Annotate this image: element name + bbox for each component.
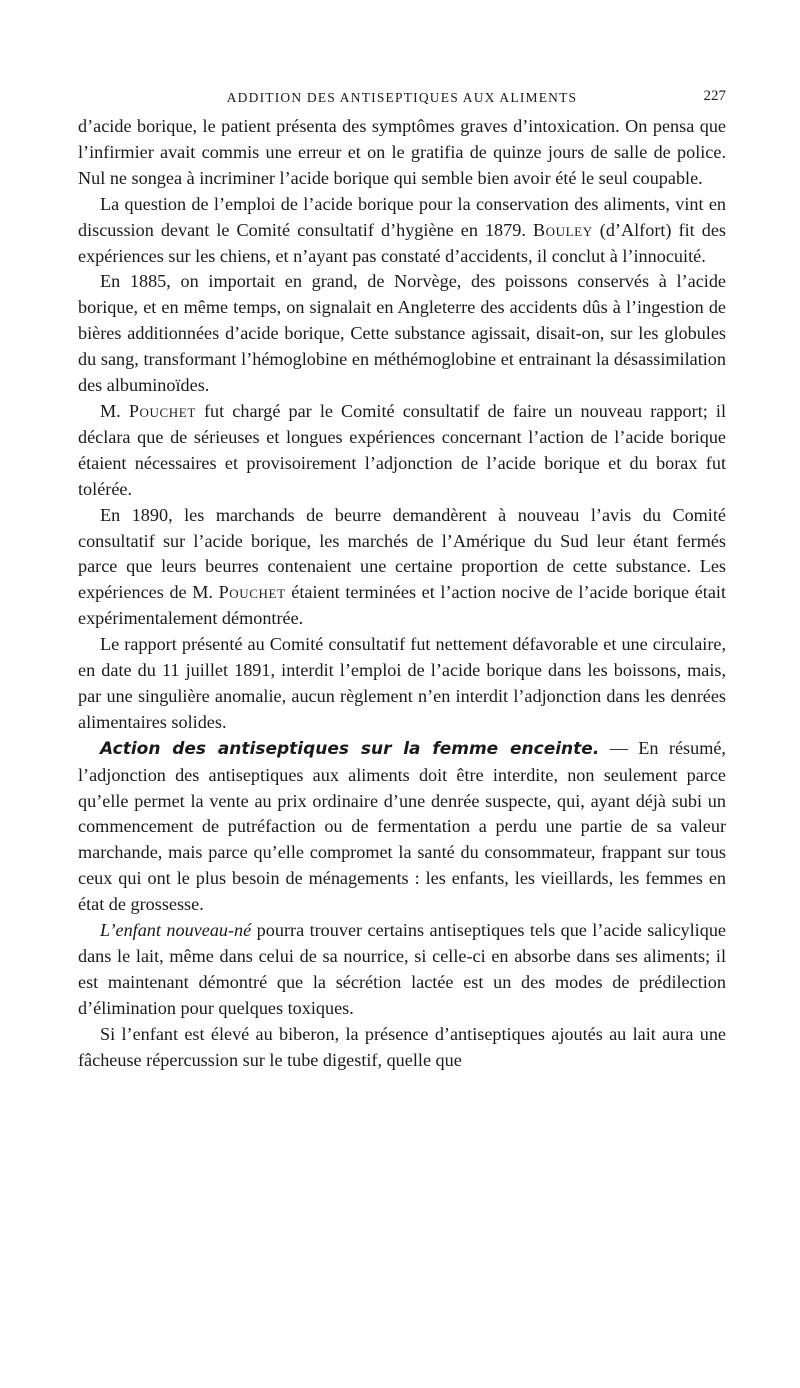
paragraph-text: fut chargé par le Comité consultatif de faire un nouveau rapport; il déclara que de sérieuses et longues expériences concernant l’action de l’acide borique étaient nécessaires et provisoirement l’adjonction de l’acide borique et du borax fut tolérée. bbox=[78, 400, 727, 499]
running-header bbox=[78, 86, 726, 112]
paragraph-text: (d’Alfort) fit des expériences sur les chiens, et n’ayant pas constaté d’accidents, il conclut à l’innocuité. bbox=[78, 219, 726, 266]
paragraph-continuation bbox=[78, 114, 726, 192]
author-name: Pouchet bbox=[218, 582, 286, 603]
paragraph-text: — En résumé, l’adjonction des antiseptiques aux aliments doit être interdite, non seulement parce qu’elle permet la vente au prix ordinaire d’une denrée suspecte, qui, ayant déjà subi un commencement de putréfaction ou de fermentation a perdu une partie de sa valeur marchande, mais parce qu’elle compromet la santé du consommateur, frappant sur tous ceux qui ont le plus besoin de ménagements : les enfants, les vieillards, les femmes en état de grossesse. bbox=[78, 737, 726, 915]
section-heading: Action des antiseptiques sur la femme enceinte. bbox=[100, 738, 600, 759]
book-page bbox=[78, 86, 726, 1074]
paragraph-text: d’acide borique, le patient présenta des symptômes graves d’intoxication. On pensa que l’infirmier avait commis une erreur et on le gratifia de quinze jours de salle de police. Nul ne songea à incriminer l’acide borique qui semble bien avoir été le seul coupable. bbox=[78, 116, 726, 188]
paragraph bbox=[78, 399, 726, 503]
paragraph-text: étaient terminées et l’action nocive de l’acide borique était expérimentalement démontrée. bbox=[78, 582, 727, 629]
paragraph bbox=[78, 1022, 726, 1074]
paragraph bbox=[78, 503, 726, 633]
paragraph-text: En 1885, on importait en grand, de Norvège, des poissons conservés à l’acide borique, et en même temps, on signalait en Angleterre des accidents dûs à l’ingestion de bières additionnées d’acide borique, Cette substance agissait, disait-on, sur les globules du sang, transformant l’hémoglobine en méthémoglobine et entrainant la désassimilation des albuminoïdes. bbox=[78, 271, 726, 396]
paragraph bbox=[78, 632, 726, 736]
running-title: ADDITION DES ANTISEPTIQUES AUX ALIMENTS bbox=[226, 90, 578, 105]
paragraph-text: La question de l’emploi de l’acide borique pour la conservation des aliments, vint en discussion devant le Comité consultatif d’hygiène en 1879. bbox=[78, 193, 726, 240]
paragraph-text: M. bbox=[100, 400, 129, 421]
author-name: Bouley bbox=[532, 219, 593, 240]
author-name: Pouchet bbox=[128, 400, 196, 421]
body-text bbox=[78, 114, 726, 1074]
paragraph bbox=[78, 918, 726, 1022]
paragraph-text: En 1890, les marchands de beurre demandèrent à nouveau l’avis du Comité consultatif sur l’acide borique, les marchés de l’Amérique du Sud leur étant fermés parce que leurs beurres contenaient une certaine proportion de cette substance. Les expériences de M. bbox=[78, 504, 726, 603]
paragraph bbox=[78, 269, 726, 399]
page-number: 227 bbox=[703, 88, 726, 104]
paragraph-text: Le rapport présenté au Comité consultatif fut nettement défavorable et une circulaire, en date du 11 juillet 1891, interdit l’emploi de l’acide borique dans les boissons, mais, par une singulière anomalie, aucun règlement n’en interdit l’adjonction dans les denrées alimentaires solides. bbox=[78, 634, 726, 732]
paragraph-text: pourra trouver certains antiseptiques tels que l’acide salicylique dans le lait, même dans celui de sa nourrice, si celle-ci en absorbe dans ses aliments; il est maintenant démontré que la sécrétion lactée est un des modes de prédilection d’élimination pour quelques toxiques. bbox=[78, 920, 726, 1018]
paragraph-text: Si l’enfant est élevé au biberon, la présence d’antiseptiques ajoutés au lait aura une fâcheuse répercussion sur le tube digestif, quelle que bbox=[78, 1023, 726, 1070]
paragraph bbox=[78, 192, 726, 270]
italic-lead: L’enfant nouveau-né bbox=[100, 920, 252, 941]
paragraph bbox=[78, 736, 726, 918]
